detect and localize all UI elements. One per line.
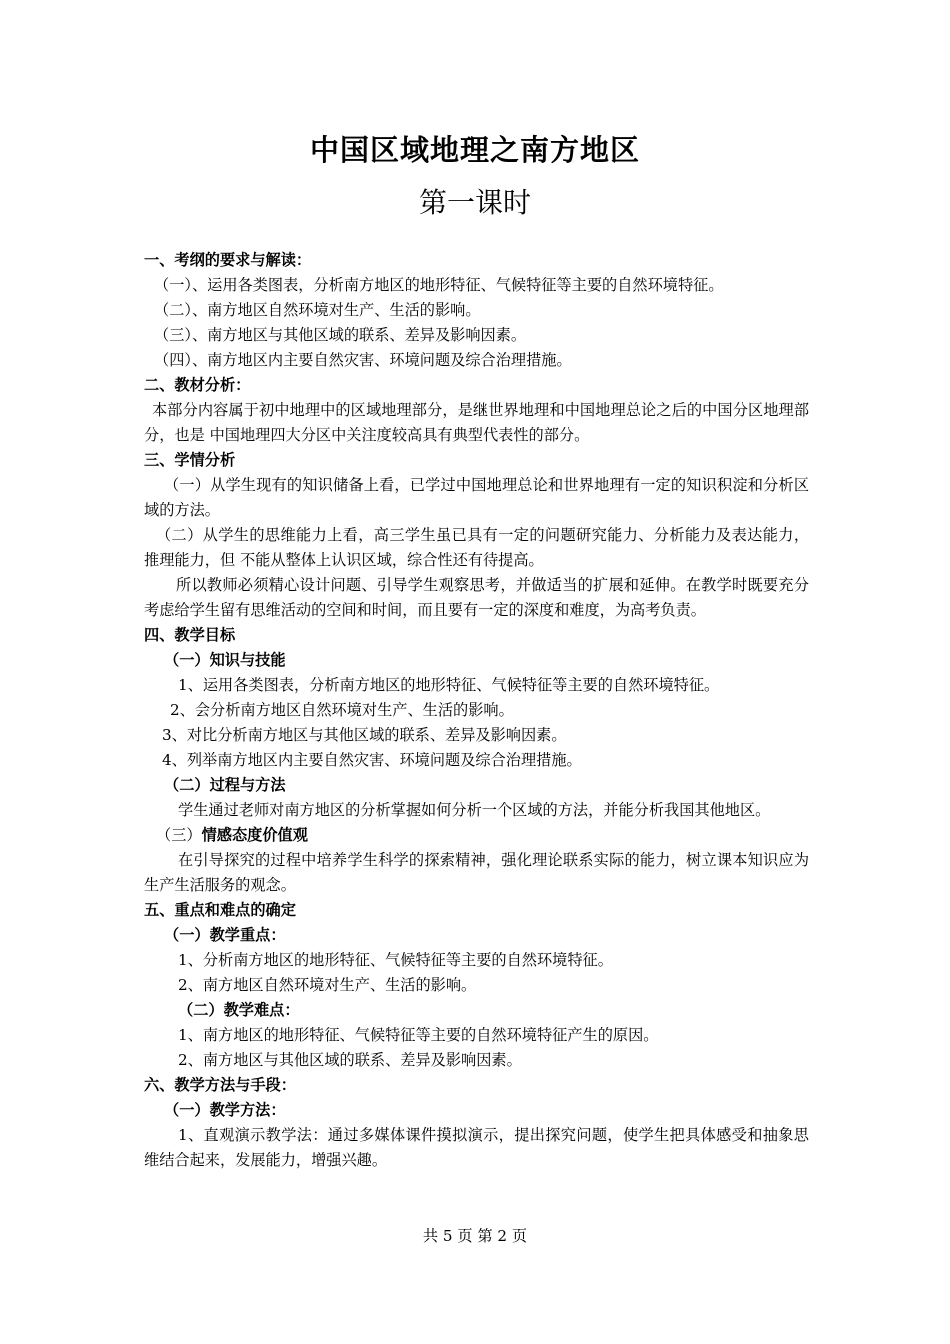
page-footer: 共 5 页 第 2 页 [422,1227,528,1245]
subsection-heading [144,823,809,848]
subsection-label: 情感态度价值观 [201,826,308,844]
subsection-heading: （一）知识与技能 [164,651,286,669]
list-item: 4、列举南方地区内主要自然灾害、环境问题及综合治理措施。 [162,751,582,769]
list-item: （一）、运用各类图表，分析南方地区的地形特征、气候特征等主要的自然环境特征。 [154,276,724,294]
section-heading-6: 六、教学方法与手段： [144,1076,296,1094]
section-heading-3: 三、学情分析 [144,451,236,469]
list-item: （四）、南方地区内主要自然灾害、环境问题及综合治理措施。 [154,351,572,369]
section-heading-1: 一、考纲的要求与解读： [144,251,312,269]
list-item: 2、会分析南方地区自然环境对生产、生活的影响。 [170,701,514,719]
list-item: 3、对比分析南方地区与其他区域的联系、差异及影响因素。 [162,726,567,744]
list-item: （二）、南方地区自然环境对生产、生活的影响。 [154,301,481,319]
section-heading-4: 四、教学目标 [144,626,236,644]
paragraph: 学生通过老师对南方地区的分析掌握如何分析一个区域的方法，并能分析我国其他地区。 [178,801,771,819]
document-title: 中国区域地理之南方地区 [309,133,640,167]
paragraph: 本部分内容属于初中地理中的区域地理部分，是继世界地理和中国地理总论之后的中国分区地理部分，也是 中国地理四大分区中关注度较高具有典型代表性的部分。 [144,401,809,444]
document-subtitle: 第一课时 [418,186,531,219]
list-item: 1、分析南方地区的地形特征、气候特征等主要的自然环境特征。 [178,951,613,969]
subsection-prefix: （三） [156,826,202,844]
paragraph: （一）从学生现有的知识储备上看，已学过中国地理总论和世界地理有一定的知识积淀和分析区域的方法。 [144,476,809,519]
paragraph: 所以教师必须精心设计问题、引导学生观察思考，并做适当的扩展和延伸。在教学时既要充分考虑给学生留有思维活动的空间和时间，而且要有一定的深度和难度，为高考负责。 [144,576,809,619]
list-item: 1、南方地区的地形特征、气候特征等主要的自然环境特征产生的原因。 [178,1026,659,1044]
paragraph: （二）从学生的思维能力上看，高三学生虽已具有一定的问题研究能力、分析能力及表达能力，推理能力，但 不能从整体上认识区域，综合性还有待提高。 [144,526,809,569]
paragraph: 在引导探究的过程中培养学生科学的探索精神，强化理论联系实际的能力，树立课本知识应为生产生活服务的观念。 [144,851,809,894]
subsection-heading: （一）教学方法： [164,1101,286,1119]
list-item: 2、南方地区与其他区域的联系、差异及影响因素。 [178,1051,522,1069]
list-item: 1、运用各类图表，分析南方地区的地形特征、气候特征等主要的自然环境特征。 [178,676,720,694]
subsection-heading: （一）教学重点： [164,926,286,944]
list-item: 2、南方地区自然环境对生产、生活的影响。 [178,976,477,994]
section-heading-2: 二、教材分析： [144,376,251,394]
subsection-heading: （二）过程与方法 [164,776,286,794]
document-body [144,248,809,1173]
list-item: （三）、南方地区与其他区域的联系、差异及影响因素。 [154,326,527,344]
subsection-heading: （二）教学难点： [178,1001,300,1019]
section-heading-5: 五、重点和难点的确定 [144,901,296,919]
paragraph: 1、直观演示教学法：通过多媒体课件摸拟演示，提出探究问题，使学生把具体感受和抽象思维结合起来，发展能力，增强兴趣。 [144,1126,809,1169]
